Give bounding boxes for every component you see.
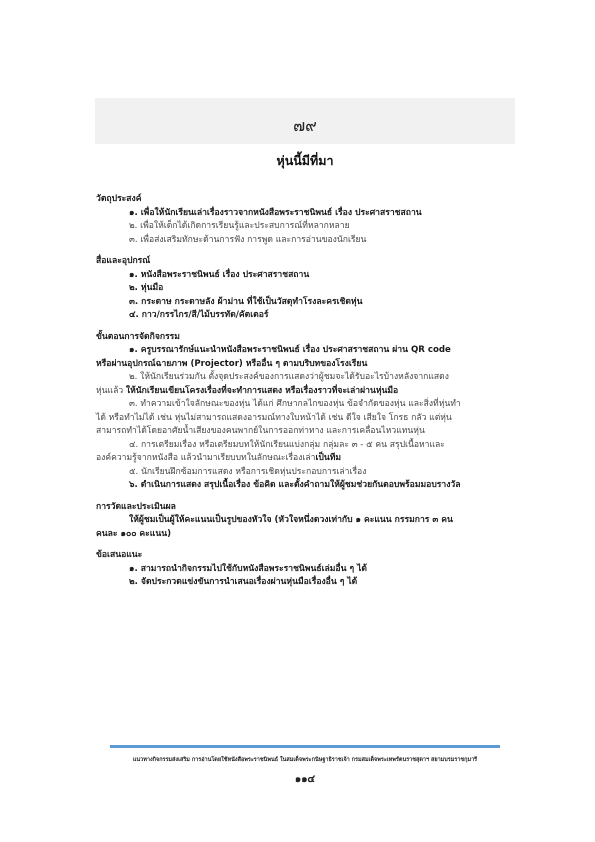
activity-title: หุ่นนี้มีที่มา xyxy=(276,153,334,168)
suggestion-item: ๒. จัดประกวดแข่งขันการนำเสนอเรื่องผ่านหุ่นมือเรื่องอื่น ๆ ได้ xyxy=(129,577,358,587)
document-body xyxy=(96,193,521,590)
objectives-heading: วัตถุประสงค์ xyxy=(96,194,142,204)
procedure-step-4-emphasis: เป็นทีม xyxy=(315,453,342,463)
objective-item: ๑. เพื่อให้นักเรียนเล่าเรื่องราวจากหนังสือพระราชนิพนธ์ เรื่อง ประศาสราชสถาน xyxy=(129,207,422,218)
procedure-step-2-prefix: หุ่นแล้ว xyxy=(96,385,126,396)
evaluation-line-1: ให้ผู้ชมเป็นผู้ให้คะแนนเป็นรูปของหัวใจ (หัวใจหนึ่งดวงเท่ากับ ๑ คะแนน กรรมการ ๓ คน xyxy=(129,515,453,525)
footer-caption: แนวทางกิจกรรมส่งเสริม การอ่านโดยใช้หนังสือพระราชนิพนธ์ ในสมเด็จพระกนิษฐาธิราชเจ้า กรมสมเด็จพระเทพรัตนราชสุดาฯ สยามบรมราชกุมารี xyxy=(132,757,478,763)
suggestions-heading: ข้อเสนอแนะ xyxy=(96,550,143,560)
footer-divider xyxy=(110,745,500,748)
procedure-step-4-line-1: ๔. การเตรียมเรื่อง หรือเตรียมบทให้นักเรียนแบ่งกลุ่ม กลุ่มละ ๓ - ๕ คน สรุปเนื้อหาและ xyxy=(129,439,445,450)
evaluation-heading: การวัดและประเมินผล xyxy=(96,501,176,512)
activity-number: ๗๙ xyxy=(293,116,317,135)
procedure-step-1-line-1: ๑. ครูบรรณารักษ์แนะนำหนังสือพระราชนิพนธ์ เรื่อง ประศาสราชสถาน ผ่าน QR code xyxy=(129,345,451,355)
procedure-step-4-text: องค์ความรู้จากหนังสือ แล้วนำมาเรียบบทในลักษณะเรื่องเล่า xyxy=(96,453,316,463)
procedure-step-5: ๕. นักเรียนฝึกซ้อมการแสดง หรือการเชิดหุ่นประกอบการเล่าเรื่อง xyxy=(129,466,367,477)
procedure-step-6: ๖. ดำเนินการแสดง สรุปเนื้อเรื่อง ข้อคิด และตั้งคำถามให้ผู้ชมช่วยกันตอบพร้อมมอบรางวัล xyxy=(129,480,461,490)
procedure-step-4-line-2 xyxy=(96,452,521,466)
procedure-step-3-line-2: ได้ หรือทำไม่ได้ เช่น หุ่นไม่สามารถแสดงอารมณ์ทางใบหน้าได้ เช่น ดีใจ เสียใจ โกรธ กลัว แต่หุ่น xyxy=(96,412,452,423)
materials-heading: สื่อและอุปกรณ์ xyxy=(96,256,151,266)
material-item: ๔. กาว/กรรไกร/สี/ไม้บรรทัด/คัตเตอร์ xyxy=(129,310,269,320)
title-banner xyxy=(95,98,515,144)
material-item: ๑. หนังสือพระราชนิพนธ์ เรื่อง ประศาสราชสถาน xyxy=(129,269,310,280)
procedure-step-2-line-1: ๒. ให้นักเรียนร่วมกัน ตั้งจุดประสงค์ของการแสดงว่าผู้ชมจะได้รับอะไรบ้างหลังจากแสดง xyxy=(129,372,449,382)
procedure-step-1-line-2: หรือผ่านอุปกรณ์ฉายภาพ (Projector) หรืออื่น ๆ ตามบริบทของโรงเรียน xyxy=(96,358,368,369)
objective-item: ๓. เพื่อส่งเสริมทักษะด้านการฟัง การพูด และการอ่านของนักเรียน xyxy=(129,234,367,245)
suggestion-item: ๑. สามารถนำกิจกรรมไปใช้กับหนังสือพระราชนิพนธ์เล่มอื่น ๆ ได้ xyxy=(129,563,367,574)
page-number: ๑๑๔ xyxy=(294,774,316,785)
procedure-heading: ขั้นตอนการจัดกิจกรรม xyxy=(96,331,180,342)
procedure-step-2-line-2 xyxy=(96,385,521,399)
evaluation-line-2: คนละ ๑๐๐ คะแนน) xyxy=(96,528,172,539)
material-item: ๒. หุ่นมือ xyxy=(129,283,164,293)
procedure-step-3-line-3: สามารถทำได้โดยอาศัยน้ำเสียงของคนพากย์ในการออกท่าทาง และการเคลื่อนไหวแทนหุ่น xyxy=(96,426,425,436)
procedure-step-2-emphasis: ให้นักเรียนเขียนโครงเรื่องที่จะทำการแสดง หรือเรื่องราวที่จะเล่าผ่านหุ่นมือ xyxy=(125,385,399,396)
procedure-step-3-line-1: ๓. ทำความเข้าใจลักษณะของหุ่น ได้แก่ ศึกษากลไกของหุ่น ข้อจำกัดของหุ่น และสิ่งที่หุ่นทำ xyxy=(129,399,461,409)
objective-item: ๒. เพื่อให้เด็กได้เกิดการเรียนรู้และประสบการณ์ที่หลากหลาย xyxy=(129,221,350,231)
material-item: ๓. กระดาษ กระดาษลัง ผ้าม่าน ที่ใช้เป็นวัสดุทำโรงละครเชิดหุ่น xyxy=(129,296,363,307)
